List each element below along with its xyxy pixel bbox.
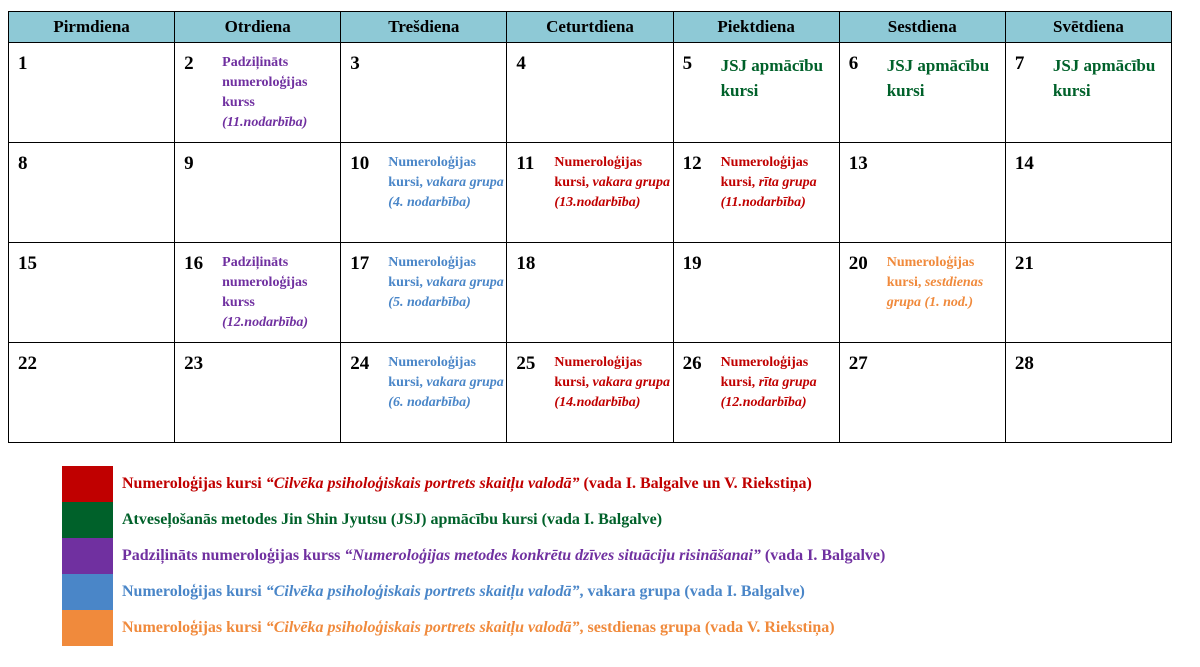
day-number: 4 xyxy=(516,53,526,74)
weekday-header: Ceturtdiena xyxy=(507,12,673,43)
legend-label xyxy=(122,547,885,565)
event-text xyxy=(554,353,672,413)
legend-label-part: (vada I. Balgalve un V. Riekstiņa) xyxy=(579,475,812,492)
legend-label-part: “Cilvēka psiholoģiskais portrets skaitļu valodā” xyxy=(265,619,580,636)
event-text-part: sestdienas grupa (1. nod.) xyxy=(886,275,984,310)
day-number: 19 xyxy=(682,253,702,274)
event-text xyxy=(222,253,340,333)
day-cell xyxy=(839,143,1005,243)
day-cell xyxy=(1005,143,1171,243)
day-cell xyxy=(175,143,341,243)
legend-item xyxy=(62,502,885,538)
day-number: 9 xyxy=(184,153,194,174)
legend xyxy=(62,466,885,646)
event-text-part: rīta grupa xyxy=(758,375,817,390)
legend-label-part: “Numeroloģijas metodes konkrētu dzīves situāciju risināšanai” xyxy=(344,547,761,564)
day-cell xyxy=(507,143,673,243)
day-cell xyxy=(9,343,175,443)
event-text-part: Numeroloģijas kursi, xyxy=(554,155,643,190)
day-number: 11 xyxy=(516,153,535,174)
event-text-part: (13.nodarbība) xyxy=(554,195,641,210)
legend-label-part: , vakara grupa (vada I. Balgalve) xyxy=(579,583,805,600)
event-text-part: Padziļināts numeroloģijas kurss xyxy=(222,55,308,110)
event-text-part: vakara grupa xyxy=(426,375,504,390)
day-cell xyxy=(1005,43,1171,143)
day-number: 28 xyxy=(1014,353,1034,374)
day-cell xyxy=(839,43,1005,143)
legend-color-swatch xyxy=(62,610,113,646)
weekday-header: Pirmdiena xyxy=(9,12,175,43)
legend-color-swatch xyxy=(62,466,113,502)
event-text-part: (11.nodarbība) xyxy=(720,195,806,210)
day-number: 8 xyxy=(18,153,28,174)
event-text-part: Padziļināts numeroloģijas kurss xyxy=(222,255,308,310)
event-text-part: vakara grupa xyxy=(592,175,670,190)
event-text-part: (12.nodarbība) xyxy=(720,395,807,410)
event-text xyxy=(388,353,506,413)
day-cell xyxy=(673,143,839,243)
legend-item xyxy=(62,538,885,574)
event-text-part: (11.nodarbība) xyxy=(222,115,308,130)
day-cell xyxy=(1005,343,1171,443)
week-row xyxy=(9,243,1172,343)
event-text-part: (6. nodarbība) xyxy=(388,395,471,410)
day-cell xyxy=(175,43,341,143)
day-cell xyxy=(341,143,507,243)
event-text-part: Numeroloģijas kursi, xyxy=(388,155,476,190)
week-row xyxy=(9,143,1172,243)
weekday-header: Svētdiena xyxy=(1005,12,1171,43)
legend-label-part: Numeroloģijas kursi xyxy=(122,619,266,636)
day-cell xyxy=(673,43,839,143)
event-text-part: vakara grupa xyxy=(592,375,670,390)
weekday-header: Sestdiena xyxy=(839,12,1005,43)
day-number: 6 xyxy=(848,53,859,74)
legend-label-part: (vada I. Balgalve) xyxy=(760,547,886,564)
event-text xyxy=(721,53,839,103)
legend-label xyxy=(122,511,662,529)
day-number: 22 xyxy=(18,353,37,374)
event-text xyxy=(388,153,506,213)
event-text xyxy=(222,53,340,133)
day-cell xyxy=(507,343,673,443)
legend-item xyxy=(62,610,885,646)
day-number: 10 xyxy=(350,153,370,174)
legend-label-part: “Cilvēka psiholoģiskais portrets skaitļu valodā” xyxy=(265,583,580,600)
event-text-part: vakara grupa xyxy=(426,175,504,190)
legend-label-part: Atveseļošanās metodes Jin Shin Jyutsu (JSJ) apmācību kursi (vada I. Balgalve) xyxy=(122,511,663,528)
day-number: 23 xyxy=(184,353,204,374)
week-row xyxy=(9,343,1172,443)
day-cell xyxy=(9,143,175,243)
day-cell xyxy=(9,43,175,143)
day-cell xyxy=(839,243,1005,343)
day-number: 5 xyxy=(682,53,693,74)
day-number: 1 xyxy=(18,53,28,74)
event-text-part: rīta grupa xyxy=(758,175,817,190)
calendar-table xyxy=(8,11,1172,443)
legend-color-swatch xyxy=(62,502,113,538)
event-text-part: JSJ apmācību kursi xyxy=(1052,56,1156,100)
day-number: 7 xyxy=(1014,53,1025,74)
legend-label xyxy=(122,475,812,493)
legend-color-swatch xyxy=(62,574,113,610)
event-text-part: Numeroloģijas kursi, xyxy=(720,355,809,390)
legend-label-part: “Cilvēka psiholoģiskais portrets skaitļu valodā” xyxy=(265,475,580,492)
day-number: 12 xyxy=(682,153,702,174)
event-text-part: Numeroloģijas kursi, xyxy=(886,255,975,290)
legend-label-part: , sestdienas grupa (vada V. Riekstiņa) xyxy=(579,619,835,636)
day-cell xyxy=(175,343,341,443)
day-number: 3 xyxy=(350,53,360,74)
weekday-header: Piektdiena xyxy=(673,12,839,43)
day-number: 15 xyxy=(18,253,37,274)
day-cell xyxy=(507,243,673,343)
day-cell xyxy=(673,243,839,343)
day-cell xyxy=(507,43,673,143)
day-cell xyxy=(673,343,839,443)
day-number: 24 xyxy=(350,353,370,374)
day-number: 2 xyxy=(184,53,194,74)
event-text xyxy=(721,153,839,213)
legend-label-part: Padziļināts numeroloģijas kurss xyxy=(122,547,345,564)
event-text xyxy=(887,253,1005,313)
legend-item xyxy=(62,574,885,610)
event-text xyxy=(721,353,839,413)
legend-color-swatch xyxy=(62,538,113,574)
day-cell xyxy=(1005,243,1171,343)
day-number: 13 xyxy=(848,153,868,174)
event-text-part: vakara grupa xyxy=(426,275,504,290)
legend-label xyxy=(122,583,805,601)
event-text xyxy=(554,153,672,213)
day-number: 17 xyxy=(350,253,370,274)
event-text xyxy=(1053,53,1171,103)
event-text-part: (4. nodarbība) xyxy=(388,195,471,210)
event-text-part: Numeroloģijas kursi, xyxy=(554,355,643,390)
day-cell xyxy=(341,43,507,143)
event-text-part: Numeroloģijas kursi, xyxy=(388,355,476,390)
legend-item xyxy=(62,466,885,502)
event-text xyxy=(887,53,1005,103)
day-number: 20 xyxy=(848,253,868,274)
day-cell xyxy=(839,343,1005,443)
day-number: 16 xyxy=(184,253,204,274)
day-cell xyxy=(175,243,341,343)
event-text xyxy=(388,253,506,313)
legend-label xyxy=(122,619,835,637)
legend-label-part: Numeroloģijas kursi xyxy=(122,475,266,492)
day-number: 27 xyxy=(848,353,868,374)
weekday-header: Trešdiena xyxy=(341,12,507,43)
day-number: 21 xyxy=(1014,253,1034,274)
event-text-part: JSJ apmācību kursi xyxy=(720,56,824,100)
day-cell xyxy=(341,243,507,343)
weekday-header-row xyxy=(9,12,1172,43)
event-text-part: Numeroloģijas kursi, xyxy=(388,255,476,290)
day-cell xyxy=(341,343,507,443)
day-number: 25 xyxy=(516,353,536,374)
day-cell xyxy=(9,243,175,343)
event-text-part: (12.nodarbība) xyxy=(222,315,309,330)
weekday-header: Otrdiena xyxy=(175,12,341,43)
event-text-part: JSJ apmācību kursi xyxy=(886,56,990,100)
day-number: 18 xyxy=(516,253,536,274)
week-row xyxy=(9,43,1172,143)
event-text-part: (14.nodarbība) xyxy=(554,395,641,410)
event-text-part: (5. nodarbība) xyxy=(388,295,471,310)
day-number: 26 xyxy=(682,353,702,374)
day-number: 14 xyxy=(1014,153,1034,174)
legend-label-part: Numeroloģijas kursi xyxy=(122,583,266,600)
event-text-part: Numeroloģijas kursi, xyxy=(720,155,809,190)
